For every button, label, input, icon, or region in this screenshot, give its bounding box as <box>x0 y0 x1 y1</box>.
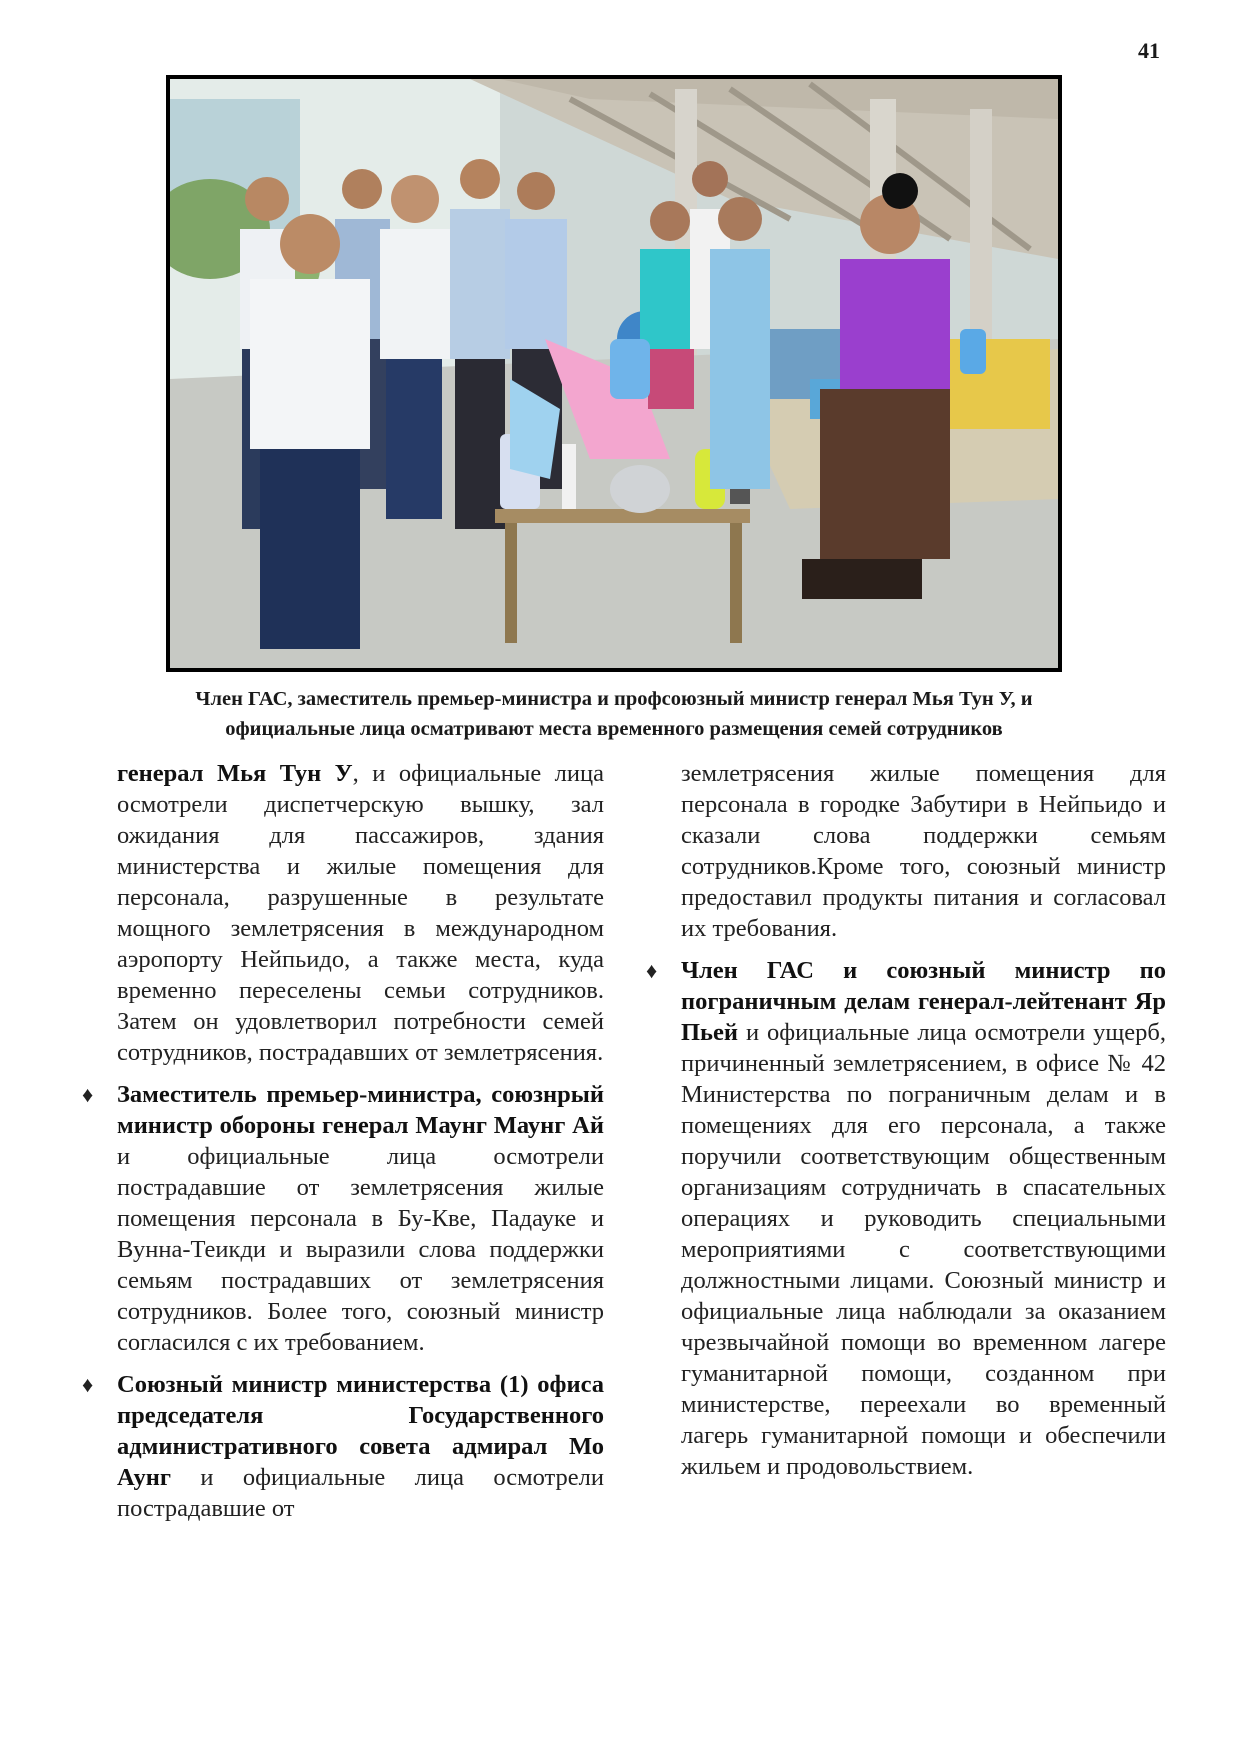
paragraph <box>82 758 604 1068</box>
news-photo <box>166 75 1062 672</box>
paragraph-text: и официальные лица осмотрели пострадавшие от <box>117 1464 604 1522</box>
photo-officials-inspecting-camp-icon <box>170 79 1058 668</box>
paragraph <box>646 758 1166 944</box>
paragraph-bold: Заместитель премьер-министра, союзнрый министр обороны генерал Маунг Маунг Ай <box>117 1081 604 1139</box>
paragraph-text: и официальные лица осмотрели пострадавшие от землетрясения жилые помещения персонала в Бу-Кве, Падауке и Вунна-Теикди и выразили слова поддержки семьям пострадавших от землетрясения сотрудников. Более того, союзный министр согласился с их требованием. <box>117 1143 604 1356</box>
paragraph-bold: Союзный министр министерства (1) офиса председателя Государственного административного совета адмирал Мо Аунг <box>117 1371 604 1491</box>
paragraph-bold: Член ГАС и союзный министр по пограничным делам генерал-лейтенант Яр Пьей <box>681 957 1166 1046</box>
bullet-paragraph <box>82 1079 604 1358</box>
caption-line-1: Член ГАС, заместитель премьер-министра и профсоюзный министр генерал Мья Тун У, и <box>195 688 1033 710</box>
bullet-diamond-icon: ♦ <box>82 1082 94 1107</box>
bullet-diamond-icon: ♦ <box>82 1372 94 1397</box>
paragraph-text: и официальные лица осмотрели ущерб, причиненный землетрясением, в офисе № 42 Министерства по пограничным делам и в помещениях для его персонала, а также поручили соответствующим общественным организациям сотрудничать в спасательных операциях и руководить специальными мероприятиями с соответствующими должностными лицами. Союзный министр и официальные лица наблюдали за оказанием чрезвычайной помощи во временном лагере гуманитарной помощи, созданном при министерстве, переехали во временный лагерь гуманитарной помощи и обеспечили жильем и продовольствием. <box>681 1019 1166 1480</box>
paragraph-text: , и официальные лица осмотрели диспетчерскую вышку, зал ожидания для пассажиров, здания министерства и жилые помещения для персонала, разрушенные в результате мощного землетрясения в международном аэропорту Нейпьидо, а также места, куда временно переселены семьи сотрудников. Затем он удовлетворил потребности семей сотрудников, пострадавших от землетрясения. <box>117 760 604 1066</box>
paragraph-text: землетрясения жилые помещения для персонала в городке Забутири в Нейпьидо и сказали слова поддержки семьям сотрудников.Кроме того, союзный министр предоставил продукты питания и согласовал их требования. <box>681 760 1166 942</box>
page-number: 41 <box>1138 38 1160 63</box>
photo-caption <box>130 684 1098 744</box>
bullet-paragraph <box>646 955 1166 1482</box>
left-column <box>82 758 604 1535</box>
bullet-paragraph <box>82 1369 604 1524</box>
right-column <box>646 758 1166 1493</box>
caption-line-2: официальные лица осматривают места временного размещения семей сотрудников <box>225 718 1003 740</box>
bullet-diamond-icon: ♦ <box>646 958 658 983</box>
paragraph-bold: генерал Мья Тун У <box>117 760 353 787</box>
